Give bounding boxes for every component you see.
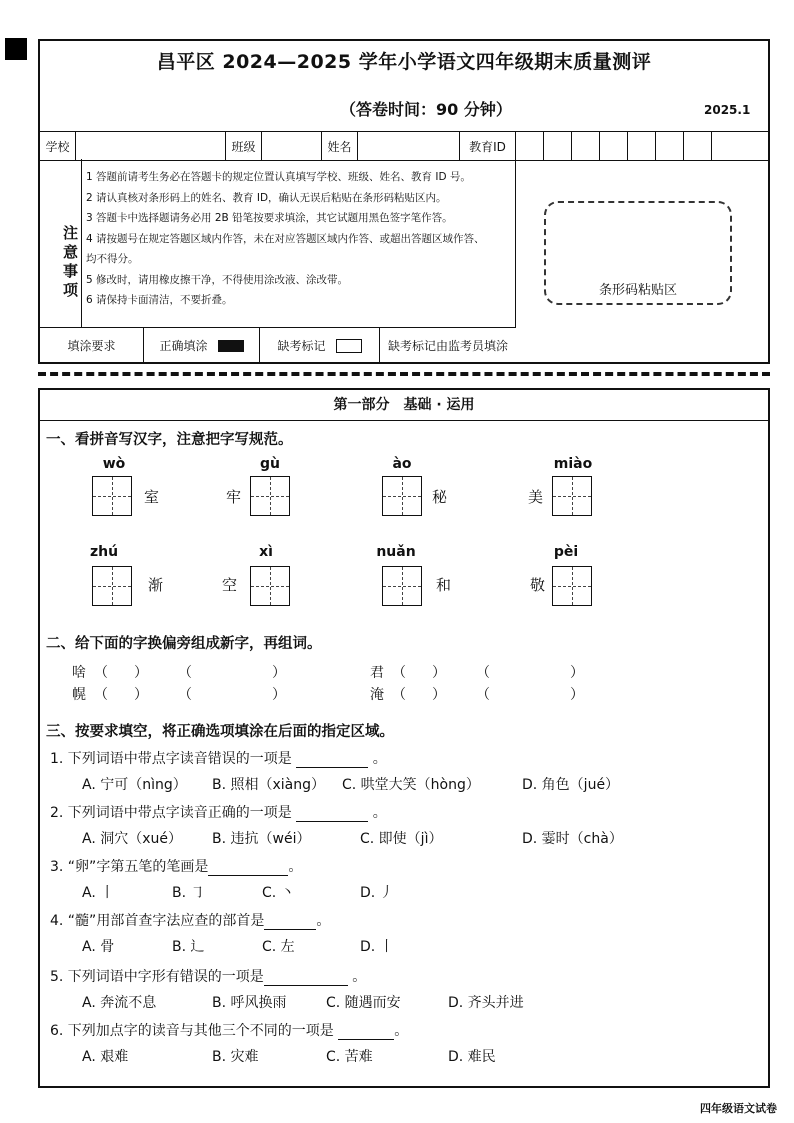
- option-a: A. 洞穴（xué）: [82, 831, 183, 847]
- school-field[interactable]: [76, 132, 226, 160]
- student-info-row: [40, 131, 768, 161]
- page-footer: 四年级语文试卷: [700, 1102, 777, 1115]
- absent-checkbox[interactable]: [336, 339, 362, 353]
- option-d: D. 角色（jué）: [522, 777, 620, 793]
- absent-note: 缺考标记由监考员填涂: [387, 339, 508, 353]
- question-6: 6. 下列加点字的读音与其他三个不同的一项是 。: [50, 1023, 409, 1039]
- pinyin: pèi: [553, 544, 579, 560]
- pinyin: ào: [392, 456, 412, 472]
- corner-mark: [5, 38, 27, 60]
- exam-duration: （答卷时间：90 分钟）: [340, 100, 512, 119]
- edu-id-digit[interactable]: [656, 132, 684, 160]
- option-c: C. 即使（jì）: [360, 831, 443, 847]
- class-label: 班级: [226, 132, 262, 160]
- option-b: B. ㇆: [172, 885, 205, 901]
- writing-grid[interactable]: [552, 476, 592, 516]
- writing-grid[interactable]: [382, 476, 422, 516]
- school-label: 学校: [40, 132, 76, 160]
- class-field[interactable]: [262, 132, 322, 160]
- pinyin: nuǎn: [376, 544, 416, 560]
- writing-grid[interactable]: [92, 476, 132, 516]
- exam-title: 昌平区 2024—2025 学年小学语文四年级期末质量测评: [156, 51, 652, 73]
- option-c: C. 丶: [262, 885, 295, 901]
- source-char: 淹: [370, 687, 384, 703]
- pinyin: zhú: [89, 544, 119, 560]
- pinyin: wò: [102, 456, 126, 472]
- name-label: 姓名: [322, 132, 358, 160]
- note-item: 2 请认真核对条形码上的姓名、教育 ID，确认无误后粘贴在条形码粘贴区内。: [86, 191, 447, 204]
- writing-grid[interactable]: [250, 566, 290, 606]
- option-b: B. 违抗（wéi）: [212, 831, 311, 847]
- part-one-title: 第一部分 基础 · 运用: [40, 390, 768, 421]
- char-item: 啥 （ ） （ ）: [72, 665, 286, 681]
- note-item: 6 请保持卡面清洁，不要折叠。: [86, 294, 233, 306]
- edu-id-digit[interactable]: [712, 132, 740, 160]
- answer-blank[interactable]: [338, 1025, 394, 1040]
- answer-blank[interactable]: [296, 807, 368, 822]
- option-a: A. 奔流不息: [82, 995, 157, 1011]
- option-a: A. 艰难: [82, 1049, 129, 1065]
- source-char: 君: [370, 665, 384, 681]
- section-3-title: 三、按要求填空，将正确选项填涂在后面的指定区域。: [46, 724, 394, 740]
- option-c: C. 随遇而安: [326, 995, 401, 1011]
- option-a: A. 骨: [82, 939, 115, 955]
- word-char: 敬: [530, 576, 546, 594]
- word-char: 秘: [432, 488, 448, 506]
- option-a: A. 宁可（nìng）: [82, 777, 187, 793]
- note-item: 均不得分。: [86, 253, 139, 265]
- option-b: B. 灾难: [212, 1049, 259, 1065]
- note-item: 4 请按题号在规定答题区域内作答，未在对应答题区域内作答、或超出答题区域作答、: [86, 232, 485, 245]
- name-field[interactable]: [358, 132, 460, 160]
- cut-line: [38, 372, 770, 376]
- question-2: 2. 下列词语中带点字读音正确的一项是 。: [50, 805, 387, 821]
- writing-grid[interactable]: [92, 566, 132, 606]
- notes-box: [40, 159, 516, 327]
- question-1: 1. 下列词语中带点字读音错误的一项是 。: [50, 751, 387, 767]
- barcode-area[interactable]: [544, 201, 732, 305]
- absent-label: 缺考标记: [277, 339, 326, 353]
- fill-requirement-row: [40, 327, 516, 363]
- edu-id-digit[interactable]: [572, 132, 600, 160]
- option-d: D. 难民: [448, 1049, 496, 1065]
- option-d: D. 霎时（chà）: [522, 831, 623, 847]
- question-3: 3. “卵”字第五笔的笔画是 。: [50, 859, 303, 875]
- section-1-title: 一、看拼音写汉字，注意把字写规范。: [46, 432, 293, 448]
- correct-fill-example: [144, 328, 260, 363]
- option-c: C. 哄堂大笑（hòng）: [342, 777, 480, 793]
- writing-grid[interactable]: [552, 566, 592, 606]
- word-char: 室: [144, 488, 160, 506]
- option-c: C. 苦难: [326, 1049, 373, 1065]
- word-char: 牢: [226, 488, 242, 506]
- absent-mark: [260, 328, 380, 363]
- source-char: 幌: [72, 687, 86, 703]
- option-b: B. 照相（xiàng）: [212, 777, 326, 793]
- exam-header: [38, 39, 770, 364]
- word-char: 和: [436, 576, 452, 594]
- pinyin: xì: [259, 544, 273, 560]
- word-char: 美: [528, 488, 544, 506]
- word-char: 渐: [148, 576, 164, 594]
- option-b: B. 呼风换雨: [212, 995, 287, 1011]
- char-item: 君 （ ） （ ）: [370, 665, 584, 681]
- answer-blank[interactable]: [264, 971, 348, 986]
- option-b: B. 辶: [172, 939, 205, 955]
- pinyin: miào: [553, 456, 593, 472]
- edu-id-digit[interactable]: [516, 132, 544, 160]
- edu-id-digit[interactable]: [684, 132, 712, 160]
- edu-id-digit[interactable]: [544, 132, 572, 160]
- edu-id-digit[interactable]: [628, 132, 656, 160]
- exam-date: 2025.1: [704, 103, 751, 117]
- word-char: 空: [222, 576, 238, 594]
- answer-blank[interactable]: [208, 861, 288, 876]
- correct-fill-label: 正确填涂: [159, 339, 208, 353]
- option-d: D. 丨: [360, 939, 394, 955]
- section-2-title: 二、给下面的字换偏旁组成新字，再组词。: [46, 636, 322, 652]
- part-one: [38, 388, 770, 1088]
- fill-requirement-label: 填涂要求: [40, 328, 144, 363]
- option-c: C. 左: [262, 939, 295, 955]
- edu-id-label: 教育ID: [460, 132, 516, 160]
- char-item: 幌 （ ） （ ）: [72, 687, 286, 703]
- source-char: 啥: [72, 665, 86, 681]
- question-5: 5. 下列词语中字形有错误的一项是 。: [50, 969, 367, 985]
- notes-list: [86, 167, 510, 311]
- char-item: 淹 （ ） （ ）: [370, 687, 584, 703]
- answer-blank[interactable]: [296, 753, 368, 768]
- pinyin: gù: [260, 456, 280, 472]
- writing-grid[interactable]: [382, 566, 422, 606]
- filled-box-icon: [218, 340, 244, 352]
- option-d: D. 齐头并进: [448, 995, 524, 1011]
- note-item: 3 答题卡中选择题请务必用 2B 铅笔按要求填涂，其它试题用黑色签字笔作答。: [86, 212, 453, 224]
- answer-blank[interactable]: [264, 915, 316, 930]
- notes-label: 注意事项: [40, 159, 82, 327]
- question-4: 4. “髓”用部首查字法应查的部首是 。: [50, 913, 331, 929]
- note-item: 5 修改时，请用橡皮擦干净，不得使用涂改液、涂改带。: [86, 273, 349, 286]
- barcode-label: 条形码粘贴区: [598, 283, 677, 298]
- option-d: D. 丿: [360, 885, 394, 901]
- edu-id-digit[interactable]: [600, 132, 628, 160]
- option-a: A. 丨: [82, 885, 115, 901]
- note-item: 1 答题前请考生务必在答题卡的规定位置认真填写学校、班级、姓名、教育 ID 号。: [86, 171, 471, 183]
- writing-grid[interactable]: [250, 476, 290, 516]
